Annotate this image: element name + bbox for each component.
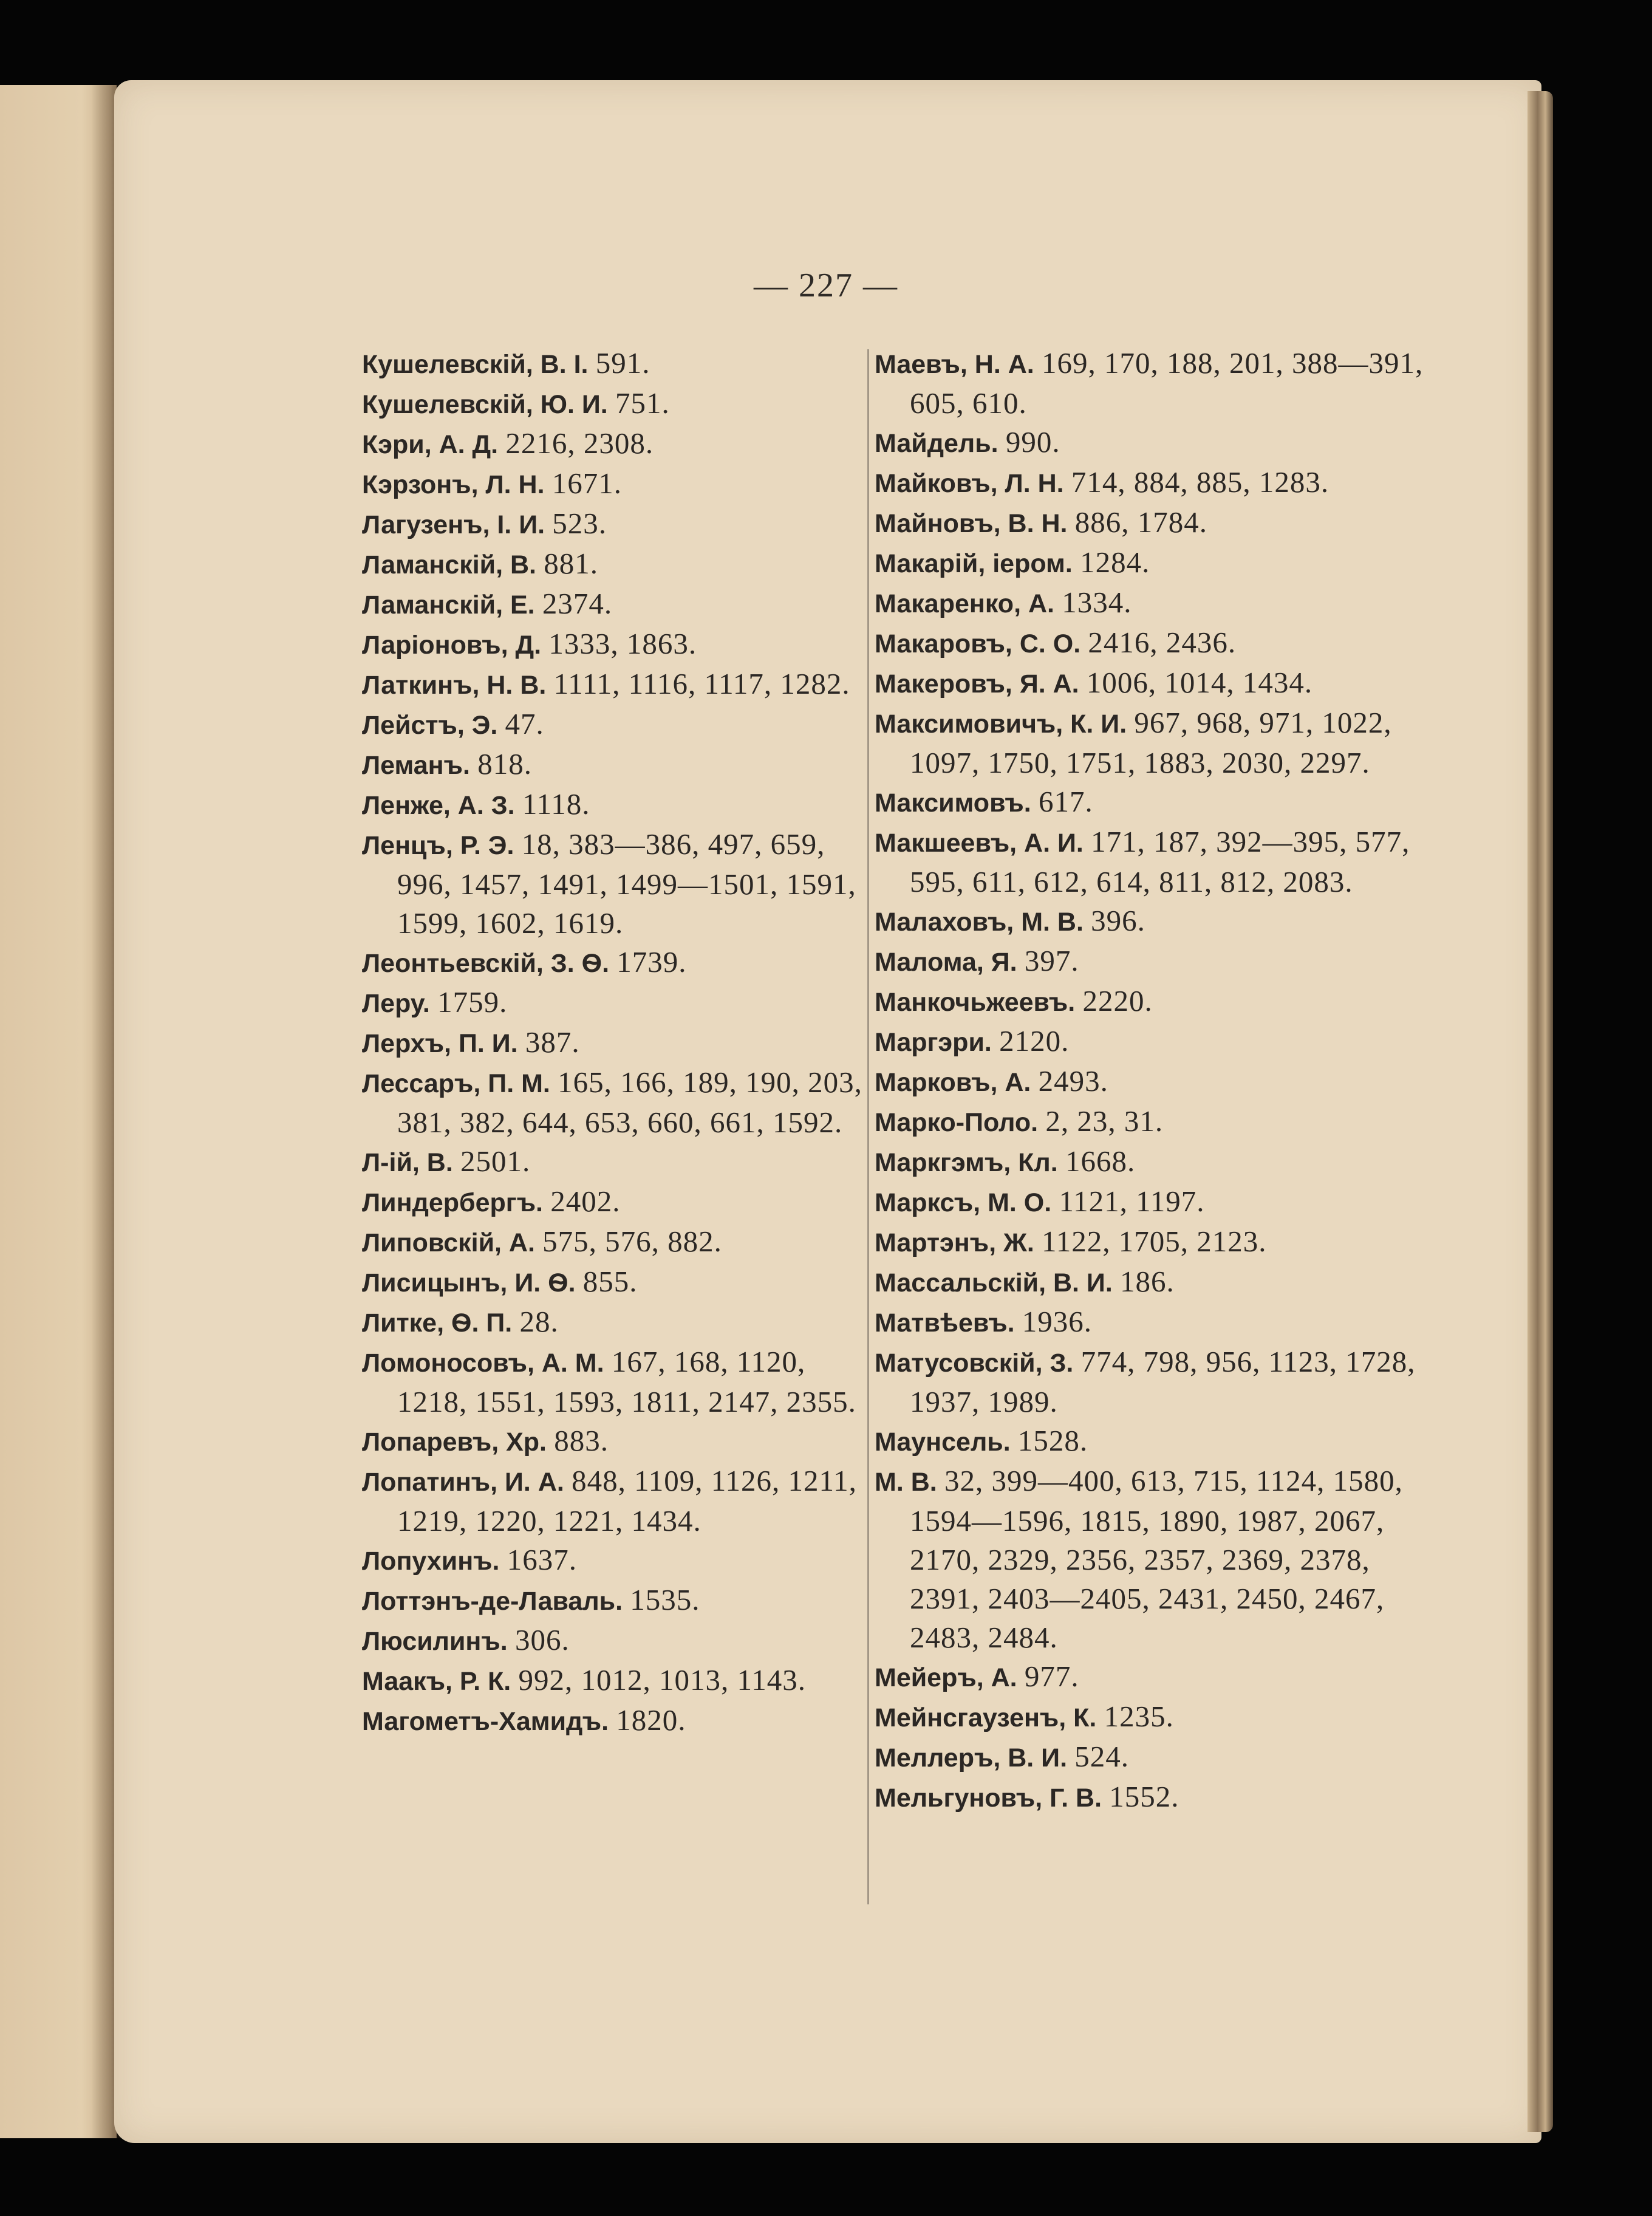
entry-name: Ламанскій, Е.: [362, 590, 535, 620]
entry-pages: 167, 168, 1120, 1218, 1551, 1593, 1811, 2147, 2355.: [397, 1345, 856, 1418]
index-entry: [875, 344, 1445, 423]
index-entry: [875, 982, 1445, 1022]
entry-pages: 977.: [1024, 1660, 1079, 1693]
entry-pages: 1759.: [437, 985, 508, 1019]
index-entry: [362, 504, 872, 544]
entry-pages: 575, 576, 882.: [542, 1225, 722, 1258]
entry-name: Ломоносовъ, А. М.: [362, 1349, 604, 1378]
entry-name: Латкинъ, Н. В.: [362, 671, 547, 700]
entry-name: Лоттэнъ-де-Лаваль.: [362, 1587, 623, 1616]
index-entry: [362, 943, 872, 983]
entry-pages: 524.: [1074, 1740, 1130, 1773]
entry-pages: 2501.: [460, 1144, 531, 1178]
index-entry: [362, 1142, 872, 1182]
index-entry: [875, 1102, 1445, 1142]
index-entry: [875, 1182, 1445, 1222]
entry-pages: 990.: [1005, 425, 1060, 459]
index-entry: [875, 1737, 1445, 1777]
entry-pages: 855.: [582, 1265, 638, 1298]
entry-name: Кэри, А. Д.: [362, 430, 499, 459]
entry-name: Манкочьжеевъ.: [875, 988, 1076, 1017]
index-entry: [875, 703, 1445, 782]
index-entry: [875, 583, 1445, 623]
index-entry: [875, 503, 1445, 543]
entry-name: Лерхъ, П. И.: [362, 1029, 518, 1058]
index-entry: [875, 1062, 1445, 1102]
entry-name: Лопухинъ.: [362, 1547, 500, 1576]
entry-pages: 18, 383—386, 497, 659, 996, 1457, 1491, 1499—1501, 1591, 1599, 1602, 1619.: [397, 827, 856, 940]
index-entry: [362, 1541, 872, 1581]
index-column-right: [875, 344, 1445, 1818]
entry-name: Ларіоновъ, Д.: [362, 631, 542, 660]
entry-pages: 1333, 1863.: [548, 627, 697, 660]
entry-name: Майковъ, Л. Н.: [875, 469, 1064, 498]
index-entry: [875, 1302, 1445, 1342]
entry-pages: 617.: [1038, 785, 1093, 818]
entry-name: Маунсель.: [875, 1428, 1011, 1457]
entry-name: Лисицынъ, И. Ѳ.: [362, 1268, 576, 1298]
index-entry: [875, 1421, 1445, 1462]
index-entry: [875, 1657, 1445, 1697]
index-entry: [362, 1421, 872, 1462]
entry-name: Максимовичъ, К. И.: [875, 710, 1127, 739]
entry-name: Леонтьевскій, З. Ѳ.: [362, 949, 610, 978]
index-entry: [362, 584, 872, 624]
entry-name: Массальскій, В. И.: [875, 1268, 1113, 1298]
index-entry: [875, 1462, 1445, 1657]
entry-pages: 883.: [554, 1424, 609, 1457]
entry-pages: 1121, 1197.: [1059, 1185, 1205, 1218]
index-entry: [875, 1022, 1445, 1062]
entry-pages: 47.: [505, 707, 544, 740]
entry-pages: 886, 1784.: [1074, 505, 1207, 539]
entry-name: Мейнсгаузенъ, К.: [875, 1703, 1097, 1732]
entry-name: Липовскій, А.: [362, 1228, 535, 1257]
entry-pages: 1284.: [1080, 545, 1150, 579]
entry-name: Марко-Поло.: [875, 1108, 1039, 1137]
entry-pages: 1552.: [1109, 1780, 1179, 1813]
entry-name: Линдербергъ.: [362, 1188, 543, 1217]
entry-name: Макеровъ, Я. А.: [875, 669, 1079, 699]
entry-name: Мельгуновъ, Г. В.: [875, 1783, 1102, 1813]
entry-pages: 1235.: [1104, 1700, 1174, 1733]
entry-pages: 523.: [552, 507, 607, 540]
entry-name: Малаховъ, М. В.: [875, 908, 1084, 937]
index-entry: [875, 1342, 1445, 1421]
index-entry: [875, 822, 1445, 901]
entry-pages: 1122, 1705, 2123.: [1042, 1225, 1267, 1258]
index-entry: [362, 825, 872, 943]
entry-name: Лессаръ, П. М.: [362, 1069, 550, 1098]
page-number: — 227 —: [754, 267, 898, 304]
index-entry: [362, 1661, 872, 1701]
column-divider: [867, 349, 869, 1904]
index-entry: [362, 1342, 872, 1421]
entry-name: Маакъ, Р. К.: [362, 1667, 511, 1696]
entry-name: Меллеръ, В. И.: [875, 1743, 1068, 1773]
entry-name: М. В.: [875, 1468, 937, 1497]
entry-name: Марксъ, М. О.: [875, 1188, 1052, 1217]
index-entry: [875, 901, 1445, 942]
entry-name: Л-ій, В.: [362, 1148, 453, 1177]
index-entry: [875, 463, 1445, 503]
entry-name: Майдель.: [875, 429, 998, 458]
entry-pages: 165, 166, 189, 190, 203, 381, 382, 644, 653, 660, 661, 1592.: [397, 1065, 862, 1139]
entry-name: Лагузенъ, І. И.: [362, 510, 545, 539]
entry-name: Майновъ, В. Н.: [875, 509, 1068, 538]
index-entry: [362, 464, 872, 504]
entry-name: Макшеевъ, А. И.: [875, 829, 1084, 858]
entry-pages: 591.: [595, 346, 650, 380]
index-entry: [362, 1262, 872, 1302]
entry-pages: 1111, 1116, 1117, 1282.: [553, 667, 850, 700]
entry-pages: 2374.: [542, 587, 613, 620]
entry-name: Маркгэмъ, Кл.: [875, 1148, 1058, 1177]
entry-pages: 2402.: [550, 1185, 621, 1218]
entry-pages: 306.: [514, 1623, 570, 1657]
entry-pages: 2416, 2436.: [1088, 626, 1237, 659]
entry-name: Марковъ, А.: [875, 1068, 1031, 1097]
entry-pages: 881.: [544, 547, 598, 580]
entry-name: Кэрзонъ, Л. Н.: [362, 470, 545, 499]
entry-name: Кушелевскій, В. І.: [362, 350, 589, 379]
index-entry: [362, 745, 872, 785]
entry-pages: 171, 187, 392—395, 577, 595, 611, 612, 614, 811, 812, 2083.: [910, 825, 1410, 898]
entry-name: Магометъ-Хамидъ.: [362, 1707, 609, 1736]
entry-pages: 28.: [519, 1305, 559, 1338]
entry-pages: 818.: [477, 747, 532, 781]
index-entry: [362, 544, 872, 584]
entry-pages: 751.: [615, 386, 670, 420]
entry-name: Лопатинъ, И. А.: [362, 1468, 564, 1497]
entry-name: Маевъ, Н. А.: [875, 350, 1034, 379]
entry-name: Мейеръ, А.: [875, 1663, 1017, 1692]
index-entry: [362, 705, 872, 745]
entry-name: Мартэнъ, Ж.: [875, 1228, 1034, 1257]
entry-pages: 1820.: [616, 1703, 686, 1737]
index-entry: [362, 665, 872, 705]
entry-pages: 1739.: [616, 945, 687, 979]
index-column-left: [362, 344, 872, 1741]
entry-name: Ламанскій, В.: [362, 550, 536, 580]
entry-name: Ленцъ, Р. Э.: [362, 831, 514, 860]
entry-name: Лопаревъ, Хр.: [362, 1428, 547, 1457]
index-entry: [362, 1701, 872, 1741]
index-entry: [875, 663, 1445, 703]
entry-name: Леру.: [362, 989, 430, 1018]
index-entry: [875, 1697, 1445, 1737]
entry-name: Ленже, А. З.: [362, 791, 515, 820]
entry-pages: 397.: [1024, 944, 1079, 977]
entry-name: Люсилинъ.: [362, 1627, 508, 1656]
entry-pages: 32, 399—400, 613, 715, 1124, 1580, 1594—1596, 1815, 1890, 1987, 2067, 2170, 2329, 2356, 2357, 2369, 2378, 2391, 2403—2405, 2431, 2450, 2467, 2483, 2484.: [910, 1464, 1403, 1654]
entry-name: Матусовскій, З.: [875, 1349, 1074, 1378]
index-entry: [362, 983, 872, 1023]
entry-name: Максимовъ.: [875, 788, 1031, 818]
entry-pages: 1936.: [1022, 1305, 1093, 1338]
index-entry: [875, 423, 1445, 463]
index-entry: [362, 1302, 872, 1342]
entry-name: Литке, Ѳ. П.: [362, 1308, 513, 1338]
index-entry: [875, 942, 1445, 982]
entry-pages: 1535.: [630, 1583, 700, 1616]
entry-pages: 2, 23, 31.: [1045, 1104, 1164, 1138]
entry-name: Макаренко, А.: [875, 589, 1054, 618]
entry-name: Малома, Я.: [875, 948, 1017, 977]
index-entry: [875, 1777, 1445, 1818]
index-entry: [875, 543, 1445, 583]
entry-pages: 2220.: [1082, 984, 1153, 1017]
page-stack-edge: [1527, 91, 1553, 2132]
entry-name: Лейстъ, Э.: [362, 711, 498, 740]
entry-pages: 714, 884, 885, 1283.: [1071, 465, 1329, 499]
index-entry: [362, 624, 872, 665]
index-entry: [875, 1262, 1445, 1302]
entry-pages: 1334.: [1062, 586, 1132, 619]
entry-name: Макарій, ieром.: [875, 549, 1073, 578]
index-entry: [362, 1222, 872, 1262]
index-entry: [362, 1182, 872, 1222]
entry-pages: 992, 1012, 1013, 1143.: [518, 1663, 806, 1697]
index-entry: [362, 785, 872, 825]
index-entry: [362, 424, 872, 464]
entry-pages: 1118.: [522, 787, 590, 821]
index-entry: [875, 623, 1445, 663]
entry-pages: 1671.: [551, 467, 623, 500]
entry-pages: 2493.: [1038, 1064, 1108, 1098]
entry-name: Маргэри.: [875, 1028, 992, 1057]
index-entry: [362, 344, 872, 384]
entry-pages: 2216, 2308.: [505, 426, 654, 460]
entry-pages: 1006, 1014, 1434.: [1086, 666, 1313, 699]
entry-name: Кушелевскій, Ю. И.: [362, 390, 608, 419]
index-entry: [362, 1023, 872, 1063]
entry-pages: 848, 1109, 1126, 1211, 1219, 1220, 1221, 1434.: [397, 1464, 857, 1537]
index-entry: [362, 1063, 872, 1142]
index-entry: [362, 1462, 872, 1541]
entry-pages: 2120.: [999, 1024, 1070, 1058]
entry-pages: 1668.: [1065, 1144, 1136, 1178]
entry-pages: 169, 170, 188, 201, 388—391, 605, 610.: [910, 346, 1424, 420]
index-entry: [875, 1142, 1445, 1182]
entry-pages: 1637.: [507, 1543, 577, 1576]
entry-pages: 186.: [1120, 1265, 1175, 1298]
entry-pages: 396.: [1091, 904, 1145, 937]
entry-name: Леманъ.: [362, 751, 470, 780]
entry-pages: 967, 968, 971, 1022, 1097, 1750, 1751, 1883, 2030, 2297.: [910, 706, 1392, 779]
index-entry: [875, 782, 1445, 822]
entry-name: Макаровъ, С. О.: [875, 629, 1081, 658]
index-entry: [362, 1581, 872, 1621]
index-entry: [362, 384, 872, 424]
entry-name: Матвѣевъ.: [875, 1308, 1015, 1338]
index-entry: [362, 1621, 872, 1661]
entry-pages: 1528.: [1017, 1424, 1088, 1457]
index-entry: [875, 1222, 1445, 1262]
entry-pages: 387.: [525, 1025, 580, 1059]
entry-pages: 774, 798, 956, 1123, 1728, 1937, 1989.: [910, 1345, 1416, 1418]
